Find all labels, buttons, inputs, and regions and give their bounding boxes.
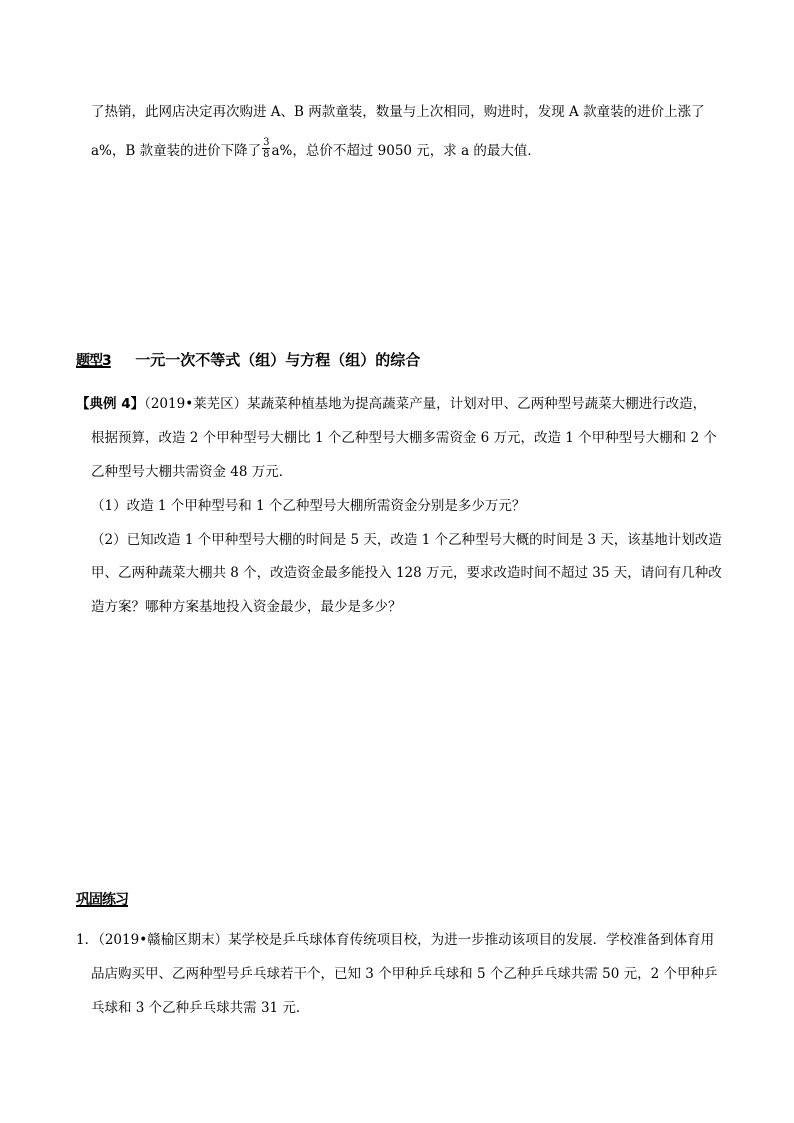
problem-text-line (91, 102, 705, 122)
practice-text: 1．（2019•赣榆区期末）某学校是乒乓球体育传统项目校，为进一步推动该项目的发展．学校准备到体育用 (76, 932, 715, 948)
question-text: 造方案？哪种方案基地投入资金最少，最少是多少？ (91, 599, 402, 615)
question-1 (91, 496, 525, 516)
section-heading (76, 349, 420, 370)
problem-text: a%，B 款童装的进价下降了 (91, 143, 262, 159)
question-2-line (91, 597, 402, 617)
question-2-line (91, 530, 722, 550)
fraction-numerator: 3 (263, 137, 270, 148)
example-line (91, 462, 292, 482)
section-title: 一元一次不等式（组）与方程（组）的综合 (135, 351, 421, 369)
section-tag: 题型3 (76, 353, 111, 369)
example-label: 【典例 4】 (76, 396, 145, 412)
fraction-denominator: 8 (263, 149, 270, 160)
practice-tag: 巩固练习 (76, 892, 128, 908)
example-text: 乙种型号大棚共需资金 48 万元． (91, 464, 293, 480)
practice-item-line (76, 930, 714, 950)
problem-text: 了热销，此网店决定再次购进 A、B 两款童装，数量与上次相同，购进时，发现 A 款童装的进价上涨了 (91, 104, 705, 120)
question-text: （1）改造 1 个甲种型号和 1 个乙种型号大棚所需资金分别是多少万元？ (91, 498, 526, 514)
practice-text: 品店购买甲、乙两种型号乒乓球若干个，已知 3 个甲种乒乓球和 5 个乙种乒乓球共需 50 元，2 个甲种乒 (91, 966, 718, 982)
example-line (76, 394, 706, 414)
practice-text: 乓球和 3 个乙种乒乓球共需 31 元． (91, 1000, 310, 1016)
question-text: （2）已知改造 1 个甲种型号大棚的时间是 5 天，改造 1 个乙种型号大概的时间是 3 天，该基地计划改造 (91, 532, 722, 548)
problem-text-line (91, 137, 541, 163)
example-text: （2019•莱芜区）某蔬菜种植基地为提高蔬菜产量，计划对甲、乙两种型号蔬菜大棚进行改造， (144, 396, 707, 412)
practice-item-line (91, 998, 309, 1018)
example-line (91, 428, 717, 448)
question-text: 甲、乙两种蔬菜大棚共 8 个，改造资金最多能投入 128 万元，要求改造时间不超过 35 天，请问有几种改 (91, 565, 722, 581)
problem-text: a%，总价不超过 9050 元，求 a 的最大值． (271, 143, 541, 159)
question-2-line (91, 563, 722, 583)
fraction (262, 137, 270, 160)
practice-heading (76, 889, 128, 909)
practice-item-line (91, 964, 717, 984)
example-text: 根据预算，改造 2 个甲种型号大棚比 1 个乙种型号大棚多需资金 6 万元，改造 1 个甲种型号大棚和 2 个 (91, 430, 717, 446)
